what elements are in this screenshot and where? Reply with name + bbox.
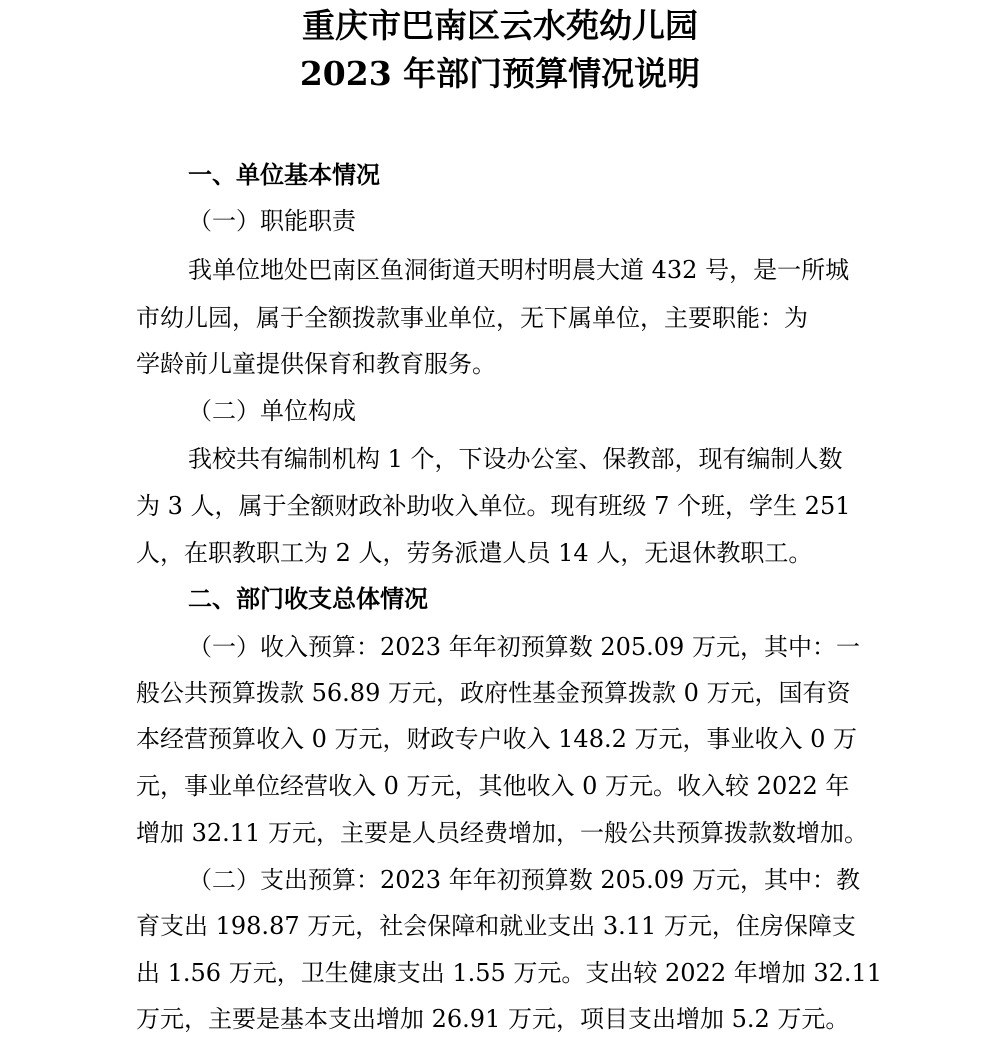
paragraph-line: 万元，主要是基本支出增加 26.91 万元，项目支出增加 5.2 万元。 — [136, 1005, 850, 1033]
paragraph-line: 增加 32.11 万元，主要是人员经费增加，一般公共预算拨款数增加。 — [136, 819, 868, 847]
paragraph-line: 育支出 198.87 万元，社会保障和就业支出 3.11 万元，住房保障支 — [136, 912, 856, 940]
paragraph-line: 般公共预算拨款 56.89 万元，政府性基金预算拨款 0 万元，国有资 — [136, 679, 851, 707]
paragraph-line: 学龄前儿童提供保育和教育服务。 — [136, 350, 496, 378]
paragraph-line: 为 3 人，属于全额财政补助收入单位。现有班级 7 个班，学生 251 — [136, 492, 851, 520]
paragraph-line: （二）支出预算：2023 年年初预算数 205.09 万元，其中：教 — [188, 866, 860, 894]
paragraph-line: 本经营预算收入 0 万元，财政专户收入 148.2 万元，事业收入 0 万 — [136, 725, 858, 753]
section1-sub1-heading: （一）职能职责 — [188, 207, 356, 235]
paragraph-line: 市幼儿园，属于全额拨款事业单位，无下属单位，主要职能：为 — [136, 304, 808, 332]
section1-sub2-heading: （二）单位构成 — [188, 397, 356, 425]
paragraph-line: 元，事业单位经营收入 0 万元，其他收入 0 万元。收入较 2022 年 — [136, 772, 850, 800]
paragraph-line: 我校共有编制机构 1 个，下设办公室、保教部，现有编制人数 — [188, 445, 843, 473]
section2-heading: 二、部门收支总体情况 — [188, 584, 428, 613]
paragraph-line: 出 1.56 万元，卫生健康支出 1.55 万元。支出较 2022 年增加 32.11 — [136, 959, 883, 987]
paragraph-line: （一）收入预算：2023 年年初预算数 205.09 万元，其中：一 — [188, 633, 860, 661]
document-title-line2: 2023 年部门预算情况说明 — [299, 54, 701, 93]
document-title-line1: 重庆市巴南区云水苑幼儿园 — [302, 6, 698, 45]
paragraph-line: 人，在职教职工为 2 人，劳务派遣人员 14 人，无退休教职工。 — [136, 539, 813, 567]
paragraph-line: 我单位地处巴南区鱼洞街道天明村明晨大道 432 号，是一所城 — [188, 256, 850, 284]
section1-heading: 一、单位基本情况 — [188, 160, 380, 189]
